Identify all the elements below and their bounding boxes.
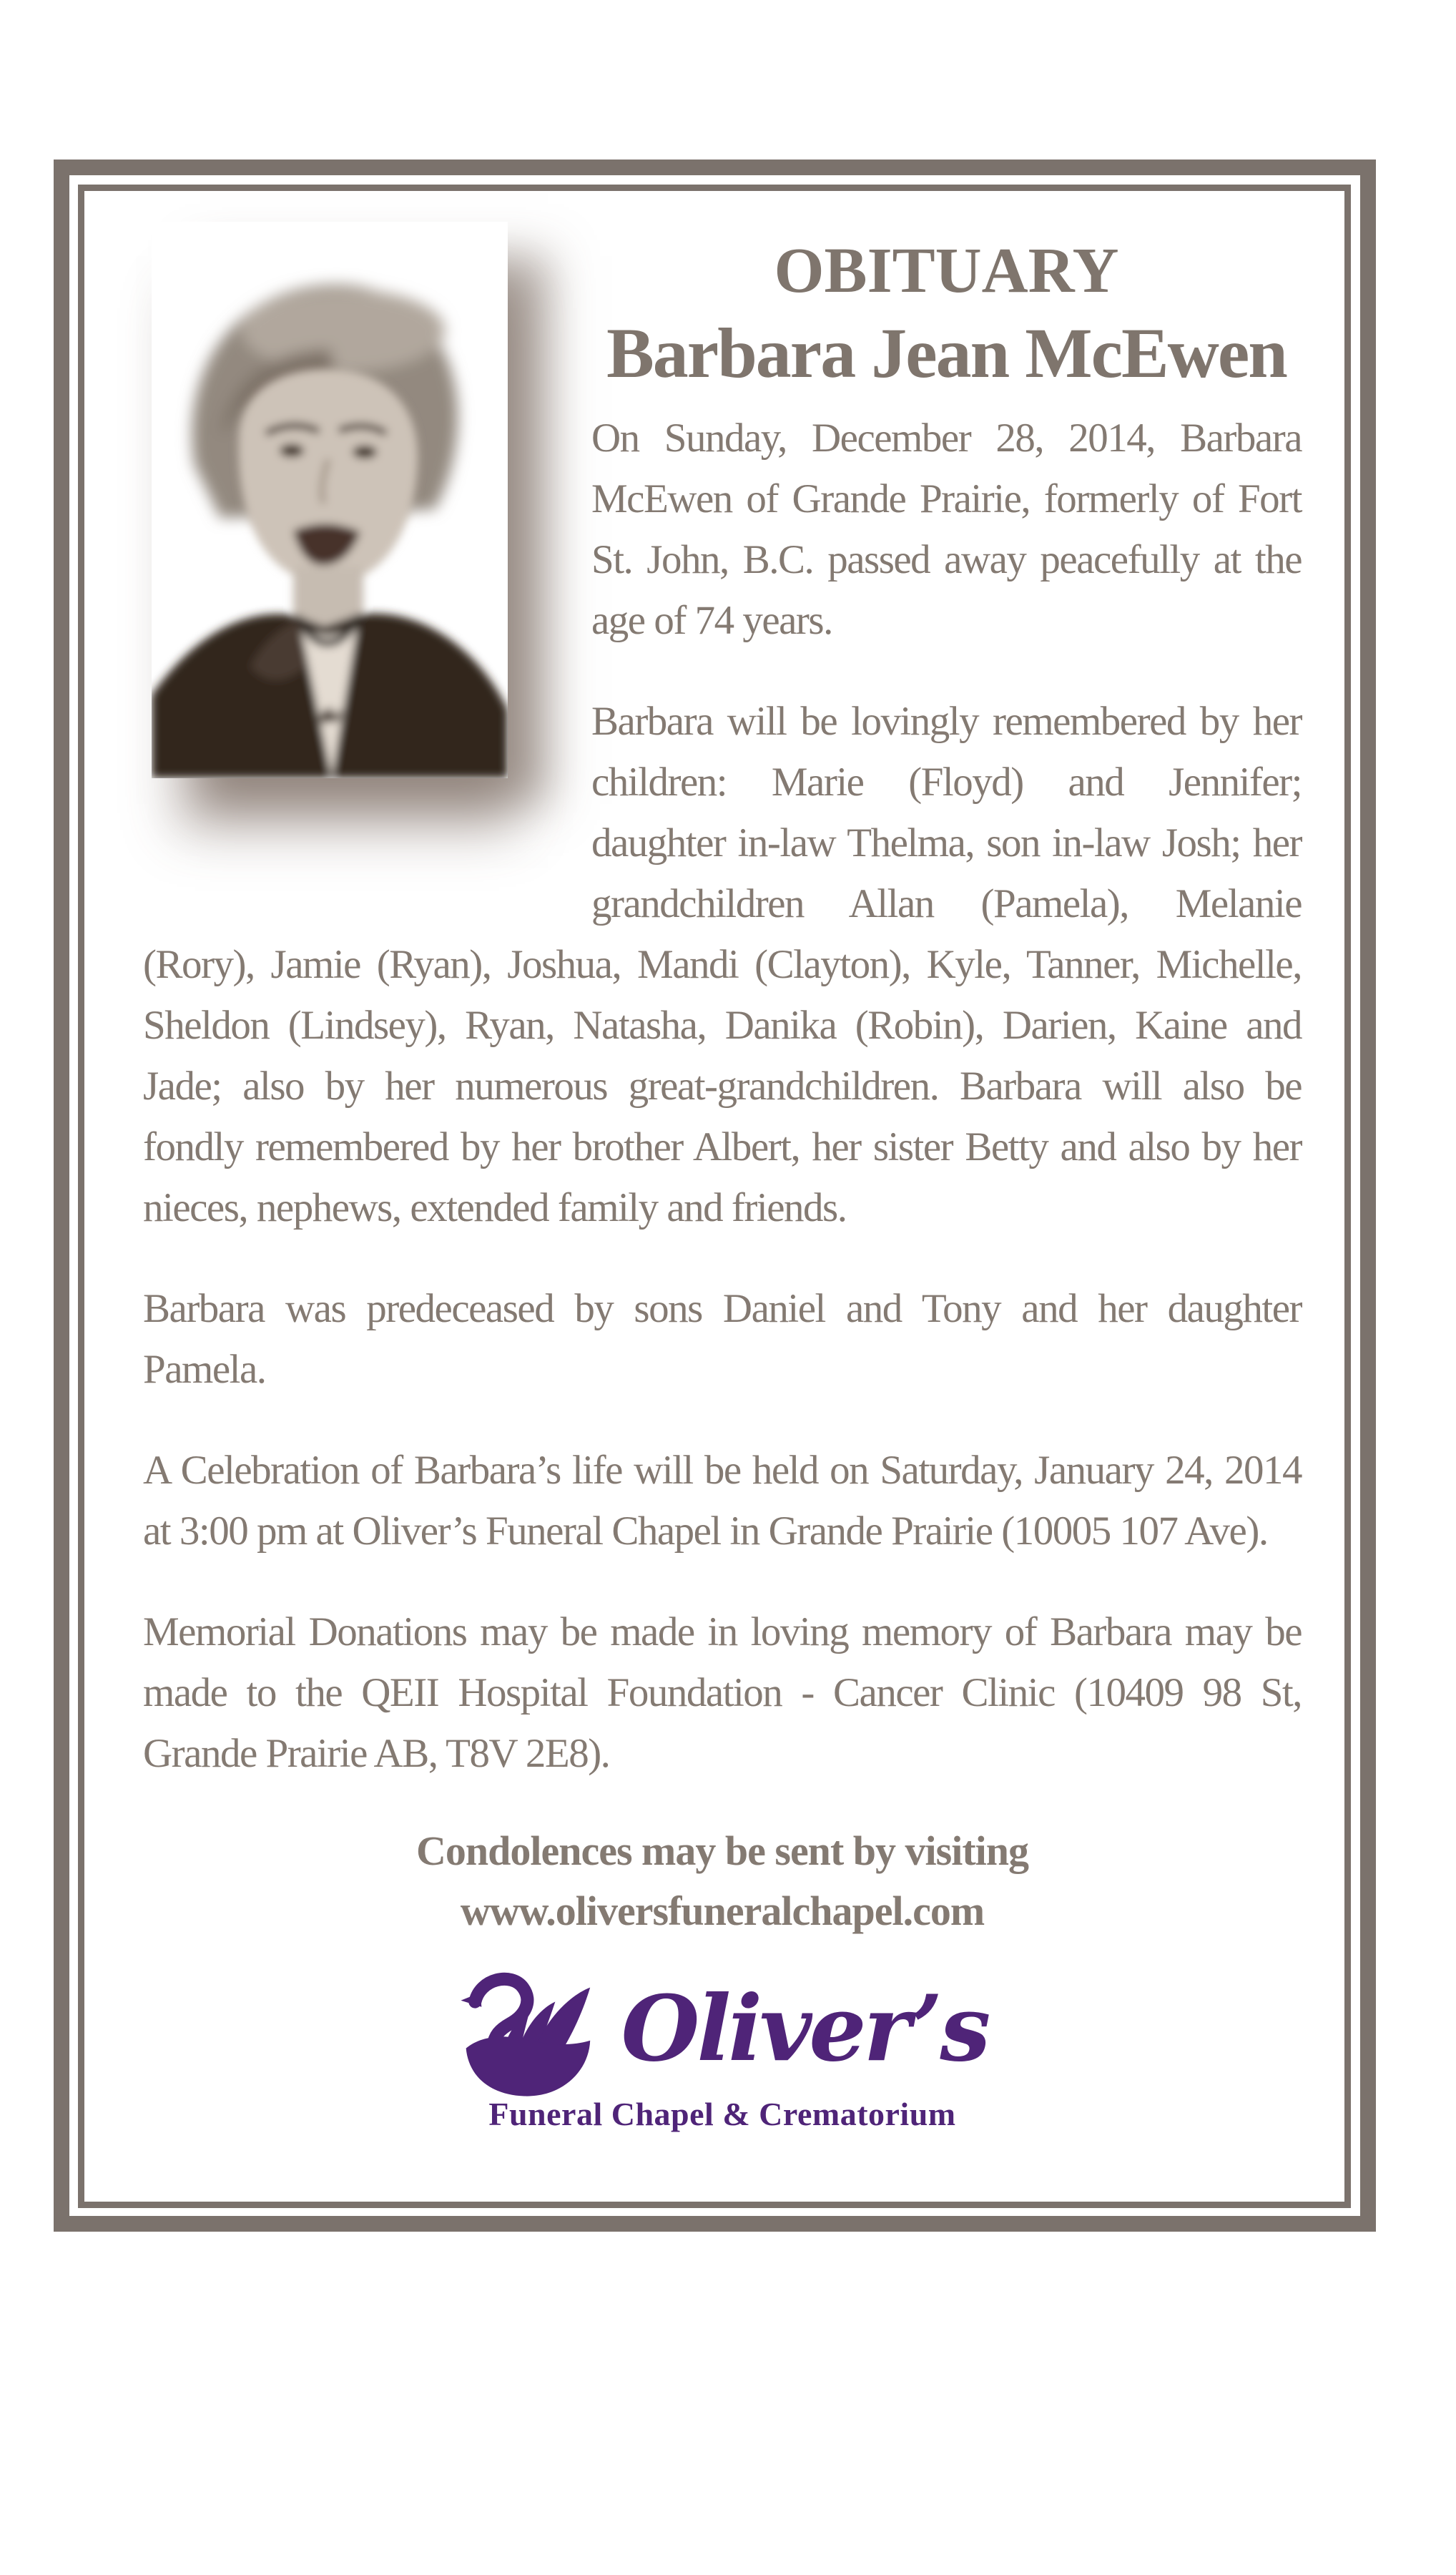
obituary-content (143, 220, 1302, 2133)
portrait-illustration (152, 222, 508, 778)
condolence-note (143, 1821, 1302, 1941)
obituary-heading: OBITUARY (774, 235, 1119, 306)
photo-float-spacer (143, 220, 591, 891)
paragraph-death-notice: On Sunday, December 28, 2014, Barbara McEwen of Grande Prairie, formerly of Fort St. John, B.C. passed away peacefully at the age of 74 years. (591, 416, 1302, 643)
logo-row (143, 1966, 1302, 2105)
paragraph-survivors: Barbara will be lovingly remembered by her children: Marie (Floyd) and Jennifer; daughter in-law Thelma, son in-law Josh; her grandchildren Allan (Pamela), Melanie (Rory), Jamie (Ryan), Joshua, Mandi (Clayton), Kyle, Tanner, Michelle, Sheldon (Lindsey), Ryan, Natasha, Danika (Robin), Darien, Kaine and Jade; also by her numerous great-grandchildren. Barbara will also be fondly remembered by her brother Albert, her sister Betty and also by her nieces, nephews, extended family and friends. (143, 699, 1302, 1230)
deceased-name: Barbara Jean McEwen (606, 313, 1287, 393)
swan-icon (457, 1969, 619, 2102)
condolence-line: Condolences may be sent by visiting (415, 1828, 1028, 1874)
paragraph-donations: Memorial Donations may be made in loving memory of Barbara may be made to the QEII Hospital Foundation - Cancer Clinic (10409 98 St, Grande Prairie AB, T8V 2E8). (143, 1609, 1302, 1776)
portrait-photo (152, 222, 508, 778)
funeral-home-logo (143, 1966, 1302, 2133)
paragraph-celebration: A Celebration of Barbara’s life will be held on Saturday, January 24, 2014 at 3:00 pm at Oliver’s Funeral Chapel in Grande Prairie (10005 107 Ave). (143, 1448, 1302, 1554)
logo-subtitle: Funeral Chapel & Crematorium (488, 2096, 956, 2132)
website-text: www.oliversfuneralchapel.com (460, 1888, 985, 1934)
logo-wordmark: Oliver’s (621, 1975, 988, 2081)
paragraph-predeceased: Barbara was predeceased by sons Daniel and Tony and her daughter Pamela. (143, 1286, 1302, 1392)
